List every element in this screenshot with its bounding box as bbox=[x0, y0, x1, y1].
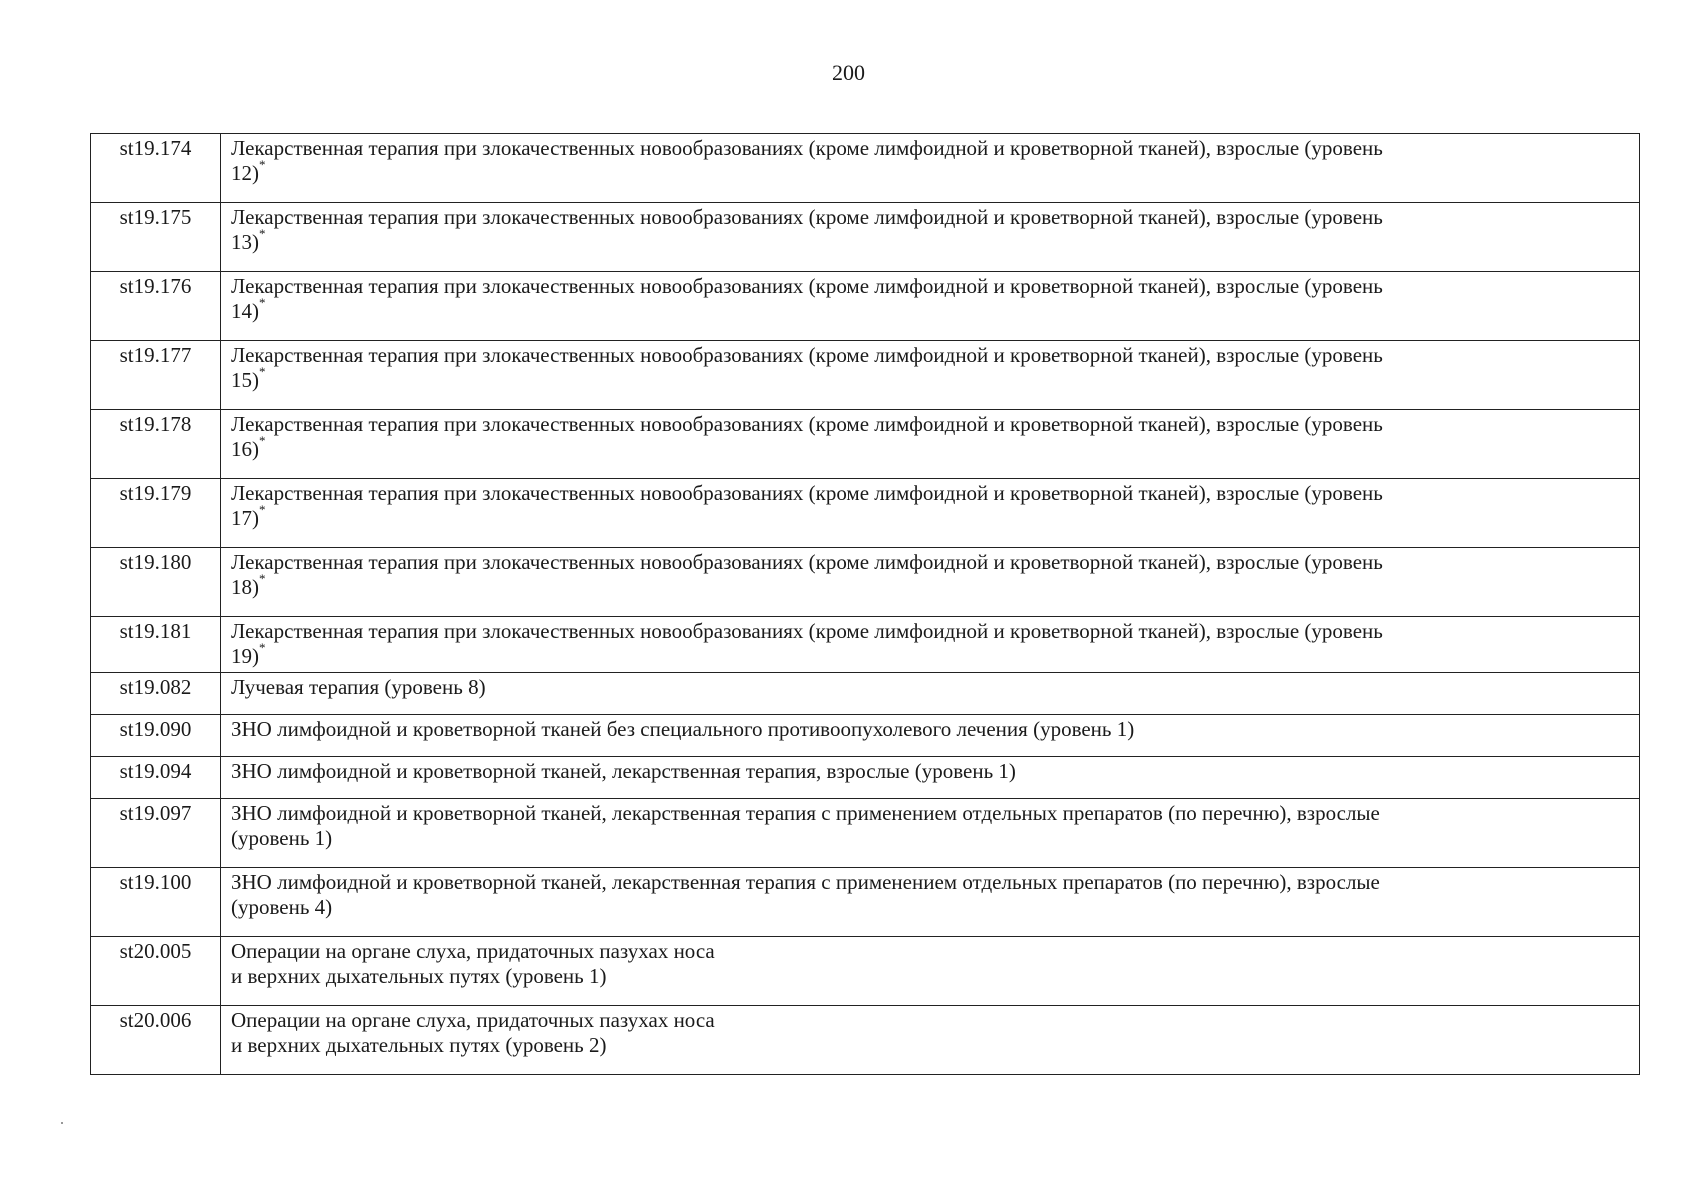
footnote-mark: * bbox=[259, 433, 266, 448]
description-line: (уровень 1) bbox=[231, 826, 333, 850]
description-line: Лекарственная терапия при злокачественных новообразованиях (кроме лимфоидной и кроветворной тканей), взрослые (уровень bbox=[231, 274, 1383, 298]
footnote-mark: * bbox=[259, 226, 266, 241]
row-description bbox=[221, 203, 1640, 272]
description-line: Лекарственная терапия при злокачественных новообразованиях (кроме лимфоидной и кроветворной тканей), взрослые (уровень bbox=[231, 343, 1383, 367]
footnote-mark: * bbox=[259, 571, 266, 586]
table-row bbox=[91, 617, 1640, 673]
tariff-table bbox=[90, 133, 1640, 1075]
row-description bbox=[221, 868, 1640, 937]
description-line bbox=[231, 157, 1629, 186]
table-row bbox=[91, 799, 1640, 868]
description-line: Лекарственная терапия при злокачественных новообразованиях (кроме лимфоидной и кроветворной тканей), взрослые (уровень bbox=[231, 205, 1383, 229]
description-line: ЗНО лимфоидной и кроветворной тканей без специального противоопухолевого лечения (уровень 1) bbox=[231, 717, 1135, 741]
row-description bbox=[221, 757, 1640, 799]
description-line: Лекарственная терапия при злокачественных новообразованиях (кроме лимфоидной и кроветворной тканей), взрослые (уровень bbox=[231, 136, 1383, 160]
row-code: st19.100 bbox=[91, 868, 221, 937]
row-description bbox=[221, 617, 1640, 673]
row-description bbox=[221, 272, 1640, 341]
table-row bbox=[91, 937, 1640, 1006]
row-code: st19.179 bbox=[91, 479, 221, 548]
table-row bbox=[91, 134, 1640, 203]
row-code: st19.094 bbox=[91, 757, 221, 799]
row-code: st19.082 bbox=[91, 673, 221, 715]
table-row bbox=[91, 868, 1640, 937]
row-code: st19.176 bbox=[91, 272, 221, 341]
row-code: st19.097 bbox=[91, 799, 221, 868]
row-code: st19.178 bbox=[91, 410, 221, 479]
row-description bbox=[221, 799, 1640, 868]
level-text: 17) bbox=[231, 506, 259, 530]
description-line bbox=[231, 433, 1629, 462]
table-row bbox=[91, 341, 1640, 410]
table-row bbox=[91, 410, 1640, 479]
description-line: и верхних дыхательных путях (уровень 1) bbox=[231, 964, 607, 988]
description-line: и верхних дыхательных путях (уровень 2) bbox=[231, 1033, 607, 1057]
row-description bbox=[221, 548, 1640, 617]
row-description bbox=[221, 410, 1640, 479]
footnote-mark: * bbox=[259, 364, 266, 379]
description-line: ЗНО лимфоидной и кроветворной тканей, лекарственная терапия с применением отдельных препаратов (по перечню), взрослые bbox=[231, 870, 1380, 894]
description-line: Операции на органе слуха, придаточных пазухах носа bbox=[231, 939, 715, 963]
table-row bbox=[91, 673, 1640, 715]
description-line: Лучевая терапия (уровень 8) bbox=[231, 675, 486, 699]
level-text: 13) bbox=[231, 230, 259, 254]
level-text: 18) bbox=[231, 575, 259, 599]
footnote-mark: * bbox=[259, 295, 266, 310]
row-description bbox=[221, 715, 1640, 757]
scan-speck bbox=[61, 1122, 63, 1124]
description-line bbox=[231, 502, 1629, 531]
description-line bbox=[231, 226, 1629, 255]
description-line: Операции на органе слуха, придаточных пазухах носа bbox=[231, 1008, 715, 1032]
row-code: st19.174 bbox=[91, 134, 221, 203]
row-code: st19.090 bbox=[91, 715, 221, 757]
row-description bbox=[221, 134, 1640, 203]
row-description bbox=[221, 937, 1640, 1006]
description-line bbox=[231, 364, 1629, 393]
footnote-mark: * bbox=[259, 157, 266, 172]
row-description bbox=[221, 479, 1640, 548]
description-line: Лекарственная терапия при злокачественных новообразованиях (кроме лимфоидной и кроветворной тканей), взрослые (уровень bbox=[231, 550, 1383, 574]
description-line bbox=[231, 640, 1629, 669]
description-line bbox=[231, 295, 1629, 324]
row-description bbox=[221, 1006, 1640, 1075]
row-code: st19.181 bbox=[91, 617, 221, 673]
description-line: ЗНО лимфоидной и кроветворной тканей, лекарственная терапия с применением отдельных препаратов (по перечню), взрослые bbox=[231, 801, 1380, 825]
footnote-mark: * bbox=[259, 640, 266, 655]
table-row bbox=[91, 479, 1640, 548]
row-description bbox=[221, 673, 1640, 715]
row-code: st20.006 bbox=[91, 1006, 221, 1075]
description-line bbox=[231, 571, 1629, 600]
table-row bbox=[91, 715, 1640, 757]
table-row bbox=[91, 1006, 1640, 1075]
row-code: st19.175 bbox=[91, 203, 221, 272]
description-line: Лекарственная терапия при злокачественных новообразованиях (кроме лимфоидной и кроветворной тканей), взрослые (уровень bbox=[231, 412, 1383, 436]
level-text: 15) bbox=[231, 368, 259, 392]
row-code: st20.005 bbox=[91, 937, 221, 1006]
page-number: 200 bbox=[832, 60, 865, 85]
description-line: ЗНО лимфоидной и кроветворной тканей, лекарственная терапия, взрослые (уровень 1) bbox=[231, 759, 1016, 783]
description-line: (уровень 4) bbox=[231, 895, 333, 919]
description-line: Лекарственная терапия при злокачественных новообразованиях (кроме лимфоидной и кроветворной тканей), взрослые (уровень bbox=[231, 619, 1383, 643]
footnote-mark: * bbox=[259, 502, 266, 517]
row-code: st19.180 bbox=[91, 548, 221, 617]
level-text: 12) bbox=[231, 161, 259, 185]
table-row bbox=[91, 757, 1640, 799]
table-row bbox=[91, 203, 1640, 272]
table-row bbox=[91, 548, 1640, 617]
level-text: 16) bbox=[231, 437, 259, 461]
level-text: 19) bbox=[231, 644, 259, 668]
table-row bbox=[91, 272, 1640, 341]
row-code: st19.177 bbox=[91, 341, 221, 410]
description-line: Лекарственная терапия при злокачественных новообразованиях (кроме лимфоидной и кроветворной тканей), взрослые (уровень bbox=[231, 481, 1383, 505]
level-text: 14) bbox=[231, 299, 259, 323]
row-description bbox=[221, 341, 1640, 410]
